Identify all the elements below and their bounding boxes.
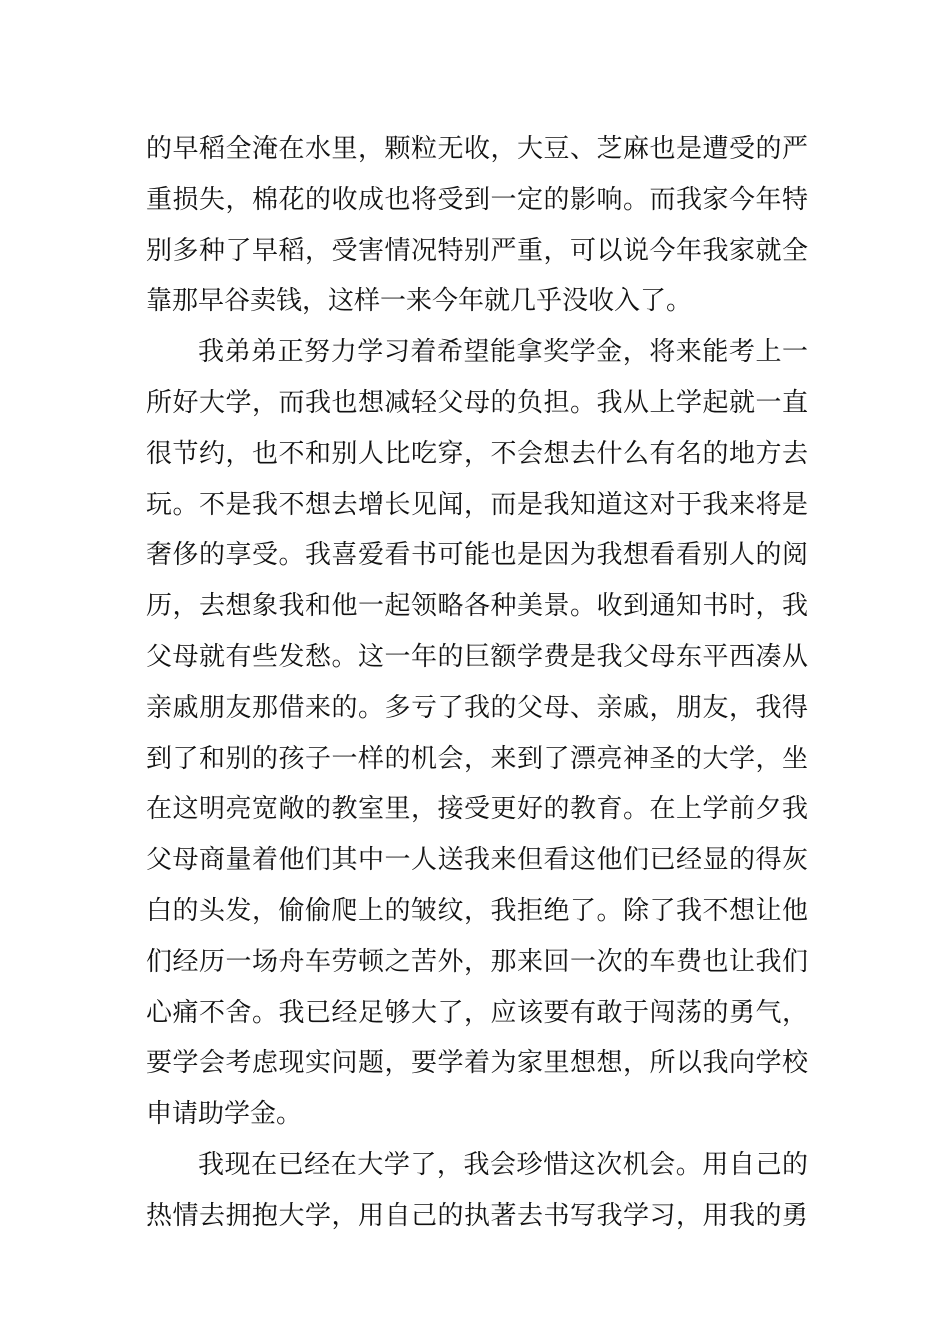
text-line: 历，去想象我和他一起领略各种美景。收到通知书时，我 [146, 591, 808, 622]
text-line: 要学会考虑现实问题，要学着为家里想想，所以我向学校 [146, 1048, 808, 1079]
paragraph [146, 327, 808, 1140]
paragraph [146, 1140, 808, 1242]
text-line: 心痛不舍。我已经足够大了，应该要有敢于闯荡的勇气， [146, 997, 808, 1028]
text-line: 父母商量着他们其中一人送我来但看这他们已经显的得灰 [146, 845, 808, 876]
text-line: 父母就有些发愁。这一年的巨额学费是我父母东平西凑从 [146, 641, 808, 672]
text-line: 我弟弟正努力学习着希望能拿奖学金，将来能考上一 [198, 337, 808, 368]
text-line: 们经历一场舟车劳顿之苦外，那来回一次的车费也让我们 [146, 946, 808, 977]
text-line: 我现在已经在大学了，我会珍惜这次机会。用自己的 [198, 1149, 808, 1180]
text-line: 白的头发，偷偷爬上的皱纹，我拒绝了。除了我不想让他 [146, 895, 808, 926]
document-body [146, 124, 808, 1242]
text-line: 热情去拥抱大学，用自己的执著去书写我学习，用我的勇 [146, 1200, 808, 1231]
text-line: 很节约，也不和别人比吃穿，不会想去什么有名的地方去 [146, 438, 808, 469]
text-line: 在这明亮宽敞的教室里，接受更好的教育。在上学前夕我 [146, 794, 808, 825]
text-line: 的早稻全淹在水里，颗粒无收，大豆、芝麻也是遭受的严 [146, 134, 808, 164]
text-line: 亲戚朋友那借来的。多亏了我的父母、亲戚，朋友，我得 [146, 692, 808, 723]
paragraph [146, 124, 808, 327]
text-line: 靠那早谷卖钱，这样一来今年就几乎没收入了。 [146, 286, 693, 317]
text-line: 玩。不是我不想去增长见闻，而是我知道这对于我来将是 [146, 489, 808, 520]
text-line: 到了和别的孩子一样的机会，来到了漂亮神圣的大学，坐 [146, 743, 808, 774]
text-line: 别多种了早稻，受害情况特别严重，可以说今年我家就全 [146, 235, 808, 266]
text-line: 所好大学，而我也想减轻父母的负担。我从上学起就一直 [146, 387, 808, 418]
text-line: 申请助学金。 [146, 1099, 303, 1130]
text-line: 奢侈的享受。我喜爱看书可能也是因为我想看看别人的阅 [146, 540, 808, 571]
text-line: 重损失，棉花的收成也将受到一定的影响。而我家今年特 [146, 184, 808, 215]
